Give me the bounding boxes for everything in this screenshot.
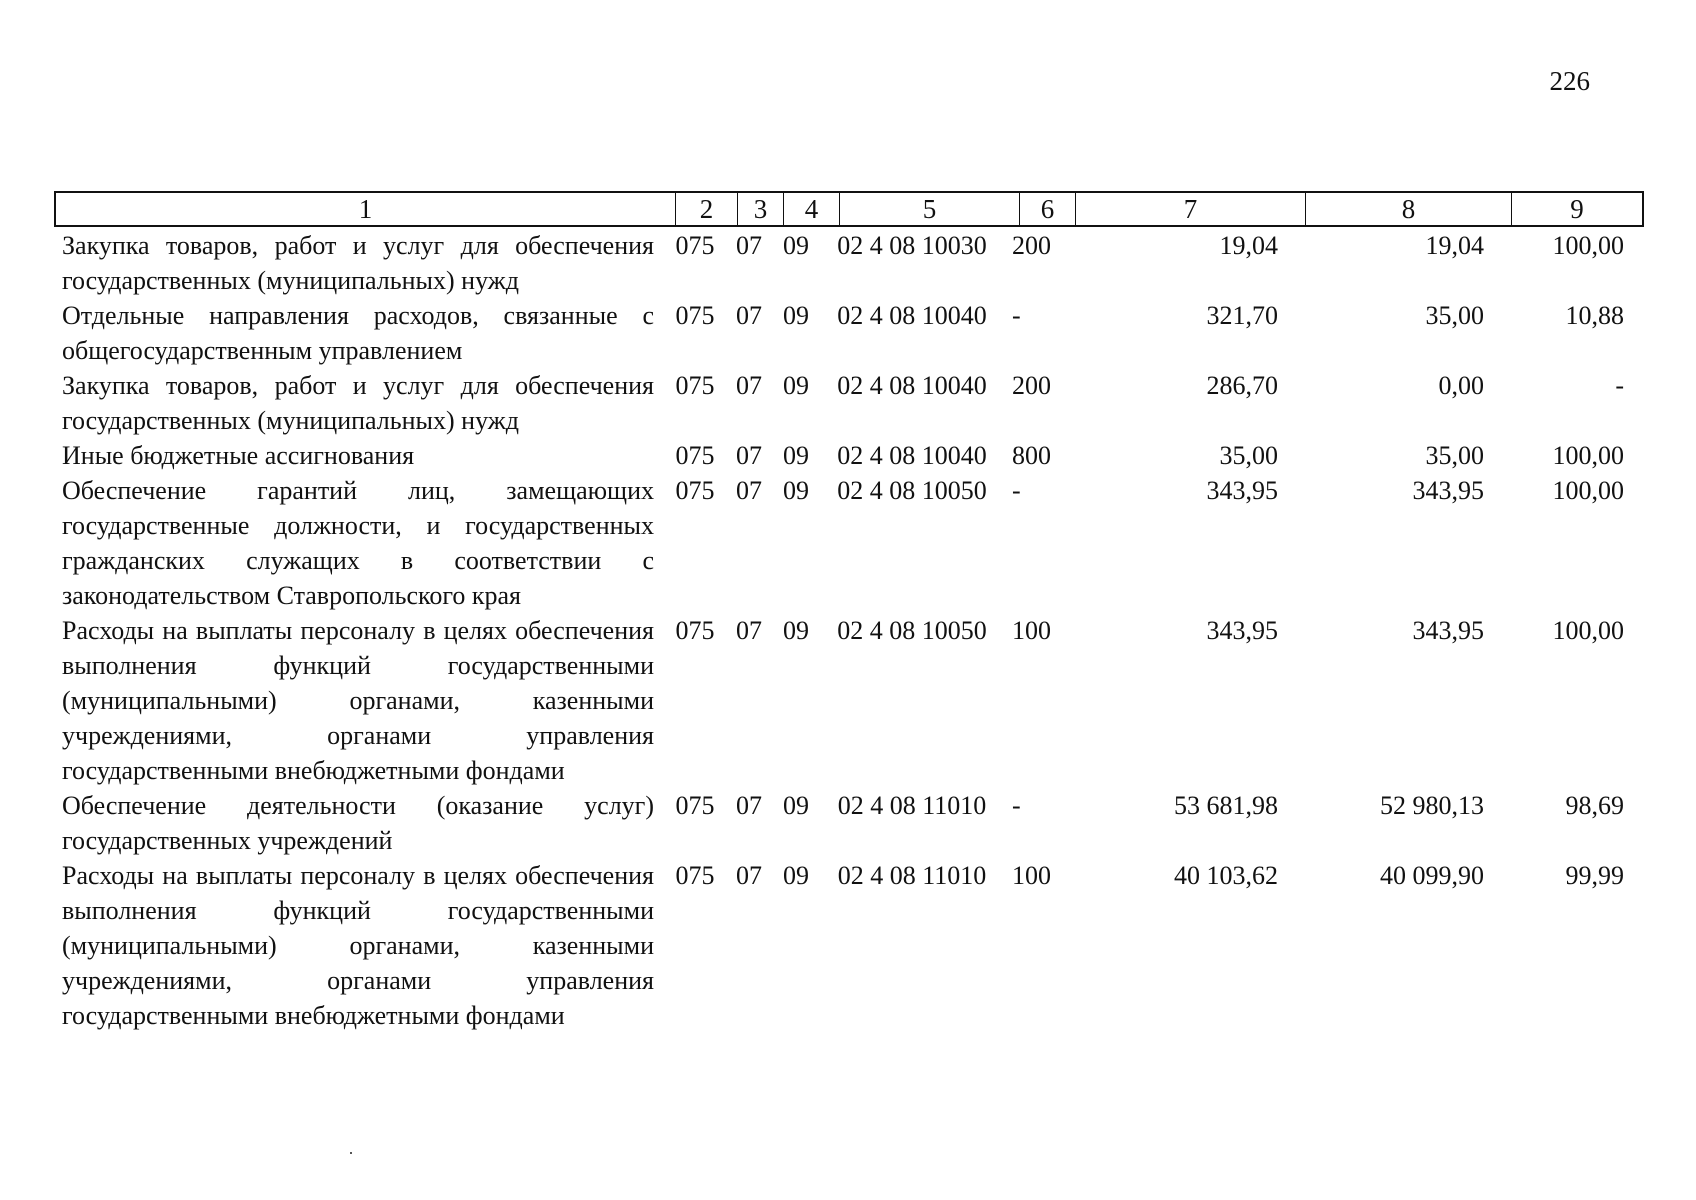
cell-col3: 07 [736, 476, 762, 505]
cell-col6: 200 [1012, 371, 1051, 400]
cell-col2: 075 [675, 301, 715, 330]
row-name: Обеспечение гарантий лиц, замещающих государственные должности, и государственных гражданских служащих в соответствии с законодательством Ставропольского края [62, 476, 654, 610]
cell-col3: 07 [736, 371, 762, 400]
cell-col9: 99,99 [1565, 861, 1624, 890]
row-name: Закупка товаров, работ и услуг для обеспечения государственных (муниципальных) нужд [62, 231, 654, 295]
cell-col2: 075 [675, 476, 715, 505]
cell-col4: 09 [783, 441, 809, 470]
table-row [54, 368, 1644, 438]
cell-col4: 09 [783, 301, 809, 330]
cell-col8: 343,95 [1412, 476, 1484, 505]
cell-col5: 02 4 08 10040 [837, 301, 987, 330]
cell-col7: 19,04 [1219, 231, 1278, 260]
cell-col5: 02 4 08 11010 [837, 861, 987, 890]
cell-col9: 10,88 [1565, 301, 1624, 330]
header-cell-7: 7 [1076, 193, 1306, 225]
row-name: Отдельные направления расходов, связанные с общегосударственным управлением [62, 301, 654, 365]
page-number: 226 [1549, 66, 1590, 96]
cell-col7: 321,70 [1206, 301, 1278, 330]
scan-speck [350, 1152, 352, 1154]
header-cell-5: 5 [840, 193, 1020, 225]
header-cell-2: 2 [676, 193, 738, 225]
cell-col2: 075 [675, 441, 715, 470]
cell-col4: 09 [783, 371, 809, 400]
cell-col6: - [1012, 476, 1021, 505]
table-row [54, 788, 1644, 858]
cell-col8: 19,04 [1425, 231, 1484, 260]
header-cell-9: 9 [1570, 194, 1584, 224]
row-name: Закупка товаров, работ и услуг для обеспечения государственных (муниципальных) нужд [62, 371, 654, 435]
cell-col7: 40 103,62 [1174, 861, 1278, 890]
cell-col6: 200 [1012, 231, 1051, 260]
cell-col4: 09 [783, 861, 809, 890]
row-name: Обеспечение деятельности (оказание услуг) государственных учреждений [62, 791, 654, 855]
cell-col4: 09 [783, 476, 809, 505]
table-row [54, 228, 1644, 298]
cell-col3: 07 [736, 441, 762, 470]
cell-col3: 07 [736, 301, 762, 330]
cell-col2: 075 [675, 231, 715, 260]
cell-col9: 100,00 [1552, 616, 1624, 645]
cell-col9: 100,00 [1552, 476, 1624, 505]
cell-col7: 53 681,98 [1174, 791, 1278, 820]
cell-col5: 02 4 08 11010 [837, 791, 987, 820]
cell-col5: 02 4 08 10050 [837, 476, 987, 505]
header-cell-3: 3 [738, 193, 784, 225]
cell-col9: 100,00 [1552, 231, 1624, 260]
cell-col5: 02 4 08 10040 [837, 441, 987, 470]
cell-col6: - [1012, 301, 1021, 330]
cell-col3: 07 [736, 861, 762, 890]
header-cell-8: 8 [1306, 193, 1512, 225]
cell-col2: 075 [675, 616, 715, 645]
table-row [54, 613, 1644, 788]
cell-col6: 100 [1012, 616, 1051, 645]
row-name: Расходы на выплаты персоналу в целях обеспечения выполнения функций государственными (муниципальными) органами, казенными учреждениями, органами управления государственными внебюджетными фондами [62, 861, 654, 1030]
cell-col4: 09 [783, 791, 809, 820]
cell-col7: 343,95 [1206, 476, 1278, 505]
header-cell-6: 6 [1020, 193, 1076, 225]
cell-col9: - [1615, 371, 1624, 400]
cell-col3: 07 [736, 616, 762, 645]
cell-col6: - [1012, 791, 1021, 820]
header-cell-4: 4 [784, 193, 840, 225]
cell-col8: 0,00 [1438, 371, 1484, 400]
cell-col6: 100 [1012, 861, 1051, 890]
table-row [54, 298, 1644, 368]
table-header-row [54, 191, 1644, 227]
cell-col8: 35,00 [1425, 301, 1484, 330]
cell-col4: 09 [783, 231, 809, 260]
row-name: Иные бюджетные ассигнования [62, 441, 415, 470]
table-row [54, 473, 1644, 613]
cell-col3: 07 [736, 231, 762, 260]
cell-col2: 075 [675, 861, 715, 890]
table-row [54, 858, 1644, 1033]
cell-col5: 02 4 08 10040 [837, 371, 987, 400]
cell-col7: 343,95 [1206, 616, 1278, 645]
cell-col7: 35,00 [1219, 441, 1278, 470]
cell-col8: 40 099,90 [1380, 861, 1484, 890]
cell-col8: 52 980,13 [1380, 791, 1484, 820]
cell-col3: 07 [736, 791, 762, 820]
cell-col8: 35,00 [1425, 441, 1484, 470]
cell-col5: 02 4 08 10050 [837, 616, 987, 645]
cell-col9: 100,00 [1552, 441, 1624, 470]
cell-col5: 02 4 08 10030 [837, 231, 987, 260]
cell-col8: 343,95 [1412, 616, 1484, 645]
cell-col2: 075 [675, 371, 715, 400]
table-row [54, 438, 1644, 473]
cell-col7: 286,70 [1206, 371, 1278, 400]
row-name: Расходы на выплаты персоналу в целях обеспечения выполнения функций государственными (муниципальными) органами, казенными учреждениями, органами управления государственными внебюджетными фондами [62, 616, 654, 785]
cell-col9: 98,69 [1565, 791, 1624, 820]
cell-col6: 800 [1012, 441, 1051, 470]
table-body [54, 228, 1644, 1033]
cell-col2: 075 [675, 791, 715, 820]
header-cell-1: 1 [56, 193, 676, 225]
cell-col4: 09 [783, 616, 809, 645]
